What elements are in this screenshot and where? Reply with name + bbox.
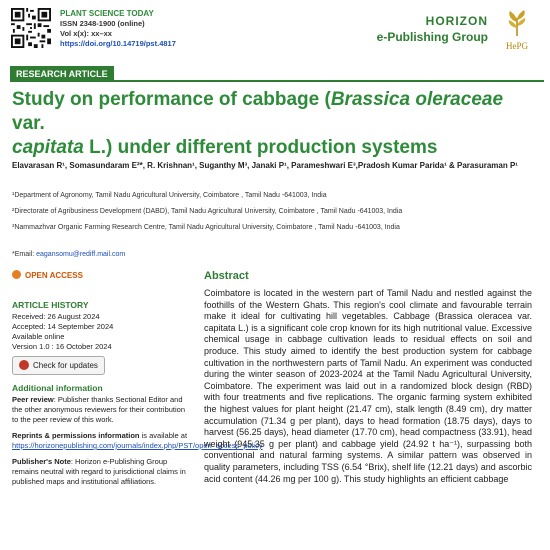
qr-code bbox=[11, 8, 51, 48]
history-heading: ARTICLE HISTORY bbox=[12, 300, 89, 310]
article-type-bar bbox=[10, 64, 544, 82]
plant-logo-icon bbox=[502, 8, 532, 38]
journal-info bbox=[60, 9, 176, 49]
corresponding-email bbox=[12, 251, 125, 258]
journal-name: PLANT SCIENCE TODAY bbox=[60, 9, 154, 18]
additional-heading: Additional information bbox=[12, 383, 103, 393]
publisher-name bbox=[377, 14, 488, 44]
open-access-badge bbox=[12, 270, 83, 280]
reprints-text: is available at bbox=[139, 431, 188, 440]
online-label: Available online bbox=[12, 332, 65, 341]
article-title bbox=[12, 88, 532, 160]
abstract-section bbox=[204, 270, 532, 485]
title-part3: L.) under different production systems bbox=[83, 137, 438, 158]
journal-volume: Vol x(x): xx–xx bbox=[60, 29, 112, 38]
affiliation-1: ¹Department of Agronomy, Tamil Nadu Agricultural University, Coimbatore , Tamil Nadu -641003, India bbox=[12, 192, 327, 199]
title-part1: Study on performance of cabbage ( bbox=[12, 89, 331, 110]
abstract-text: Coimbatore is located in the western part of Tamil Nadu and nestled against the foothills of the Western Ghats. This region's cool climate and favourable terrain make it ideal for cultivating hill vegetables. Cabbage (Brassica oleracea var. capitata L.) is a significant cole crop known for its high nutritional value. Excessive chemical usage in cabbage cultivation leads to residual effects on soil and produce. This study aimed to identify the best production system for cabbage cultivation in the northwestern parts of Tamil Nadu. An experiment was conducted during the winter season of 2023-2024 at the Tamil Nadu Agricultural University, Coimbatore. The experiment was laid out in a randomized block design (RBD) with four treatments and five replications. The organic farming system exhibited the highest values for plant height (21.47 cm), stalk length (8.49 cm), dry matter accumulation (71.34 g per plant), days to head formation (18.75 days), days to harvest (56.25 days), head diameter (17.70 cm), head compactness (33.91), head weight (945.35 g per plant) and cabbage yield (24.92 t ha⁻¹), surpassing both conventional and natural farming systems. A similar pattern was observed in quality parameters, including TSS (6.54 °Brix), shelf life (12.21 days) and ascorbic acid content (44.26 mg per 100 g). This study highlights an efficient cabbage bbox=[204, 288, 532, 484]
journal-issn: ISSN 2348-1900 (online) bbox=[60, 19, 145, 28]
publisher-note bbox=[12, 457, 192, 487]
peer-review-label: Peer review bbox=[12, 395, 54, 404]
email-link[interactable]: eagansomu@rediff.mail.com bbox=[36, 251, 126, 258]
check-updates-button[interactable] bbox=[12, 356, 105, 375]
open-access-label: OPEN ACCESS bbox=[25, 271, 83, 280]
reprints-note bbox=[12, 431, 263, 451]
logo-text: HePG bbox=[506, 41, 528, 51]
peer-review-note bbox=[12, 395, 192, 425]
peer-review-text: : Publisher thanks Sectional Editor and the other anonymous reviewers for their contribution to the peer review of this work. bbox=[12, 395, 186, 424]
check-updates-label: Check for updates bbox=[33, 361, 98, 370]
publisher-note-text: : Horizon e-Publishing Group remains neutral with regard to jurisdictional claims in published maps and institutional affiliations. bbox=[12, 457, 186, 486]
publisher-line2: e-Publishing Group bbox=[376, 30, 488, 44]
publisher-logo bbox=[498, 8, 536, 52]
reprints-label: Reprints & permissions information bbox=[12, 431, 140, 440]
left-sidebar bbox=[12, 300, 263, 493]
email-label: *Email: bbox=[12, 251, 37, 258]
open-lock-icon bbox=[12, 270, 21, 279]
affiliation-3: ³Nammazhvar Organic Farming Research Centre, Tamil Nadu Agricultural University, Coimbatore , Tamil Nadu -641003, India bbox=[12, 224, 400, 231]
doi-link[interactable]: https://doi.org/10.14719/pst.4817 bbox=[60, 39, 176, 48]
affiliation-2: ²Directorate of Agribusiness Development (DABD), Tamil Nadu Agricultural University, Coimbatore , Tamil Nadu -641003, India bbox=[12, 208, 403, 215]
author-list: Elavarasan R¹, Somasundaram E²*, R. Krishnan¹, Suganthy M³, Janaki P¹, Parameshwari E³,Pradosh Kumar Parida¹ & Parasuraman P¹ bbox=[12, 161, 518, 170]
abstract-heading: Abstract bbox=[204, 270, 249, 282]
title-part2: var. bbox=[12, 113, 45, 134]
article-type-label: RESEARCH ARTICLE bbox=[10, 66, 114, 82]
accepted-date: Accepted: 14 September 2024 bbox=[12, 322, 114, 331]
publisher-note-label: Publisher's Note bbox=[12, 457, 71, 466]
title-italic2: capitata bbox=[12, 137, 84, 158]
version-date: Version 1.0 : 16 October 2024 bbox=[12, 342, 112, 351]
received-date: Received: 26 August 2024 bbox=[12, 312, 100, 321]
title-italic: Brassica oleraceae bbox=[330, 89, 504, 110]
publisher-line1: HORIZON bbox=[425, 14, 488, 28]
crossmark-icon bbox=[19, 360, 29, 370]
reprints-link[interactable]: https://horizonepublishing.com/journals/index.php/PST/open_access_policy bbox=[12, 441, 263, 450]
